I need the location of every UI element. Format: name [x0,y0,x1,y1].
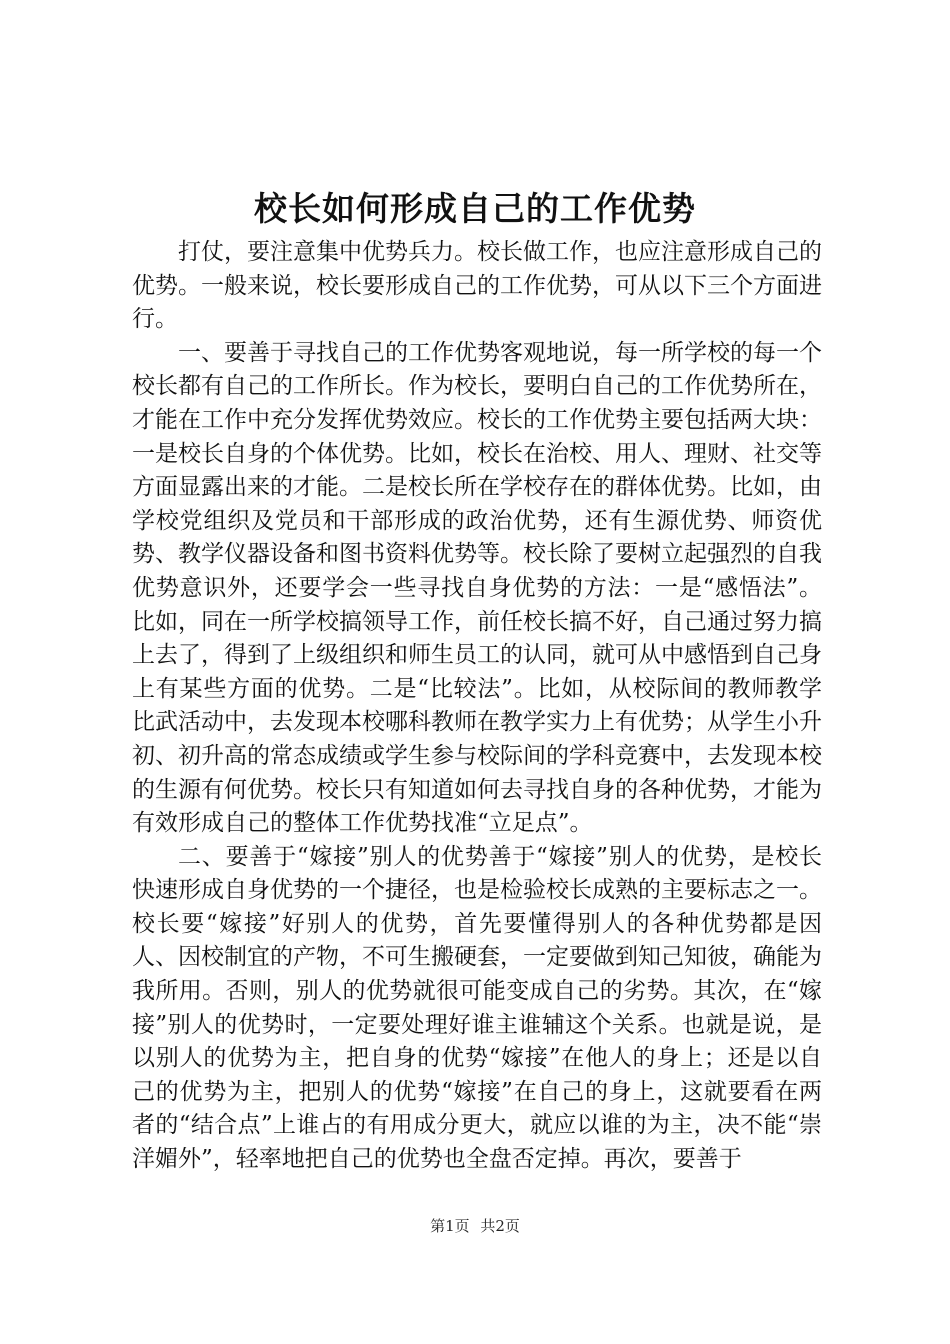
page-footer [0,1214,950,1238]
paragraph-intro: 打仗，要注意集中优势兵力。校长做工作，也应注意形成自己的优势。一般来说，校长要形成自己的工作优势，可从以下三个方面进行。 [132,239,822,333]
page-number-current: 第1页 [430,1217,470,1235]
page-number-total: 共2页 [480,1217,520,1235]
document-body [132,236,822,1177]
paragraph-section-two: 二、要善于“嫁接”别人的优势善于“嫁接”别人的优势，是校长快速形成自身优势的一个捷径，也是检验校长成熟的主要标志之一。校长要“嫁接”好别人的优势，首先要懂得别人的各种优势都是因人、因校制宜的产物，不可生搬硬套，一定要做到知己知彼，确能为我所用。否则，别人的优势就很可能变成自己的劣势。其次，在“嫁接”别人的优势时，一定要处理好谁主谁辅这个关系。也就是说，是以别人的优势为主，把自身的优势“嫁接”在他人的身上；还是以自己的优势为主，把别人的优势“嫁接”在自己的身上，这就要看在两者的“结合点”上谁占的有用成分更大，就应以谁的为主，决不能“崇洋媚外”，轻率地把自己的优势也全盘否定掉。再次，要善于 [132,843,822,1173]
document-title: 校长如何形成自己的工作优势 [254,189,696,228]
paragraph-section-one: 一、要善于寻找自己的工作优势客观地说，每一所学校的每一个校长都有自己的工作所长。作为校长，要明白自己的工作优势所在，才能在工作中充分发挥优势效应。校长的工作优势主要包括两大块：一是校长自身的个体优势。比如，校长在治校、用人、理财、社交等方面显露出来的才能。二是校长所在学校存在的群体优势。比如，由学校党组织及党员和干部形成的政治优势，还有生源优势、师资优势、教学仪器设备和图书资料优势等。校长除了要树立起强烈的自我优势意识外，还要学会一些寻找自身优势的方法：一是“感悟法”。比如，同在一所学校搞领导工作，前任校长搞不好，自己通过努力搞上去了，得到了上级组织和师生员工的认同，就可从中感悟到自己身上有某些方面的优势。二是“比较法”。比如，从校际间的教师教学比武活动中，去发现本校哪科教师在教学实力上有优势；从学生小升初、初升高的常态成绩或学生参与校际间的学科竞赛中，去发现本校的生源有何优势。校长只有知道如何去寻找自身的各种优势，才能为有效形成自己的整体工作优势找准“立足点”。 [132,339,822,837]
